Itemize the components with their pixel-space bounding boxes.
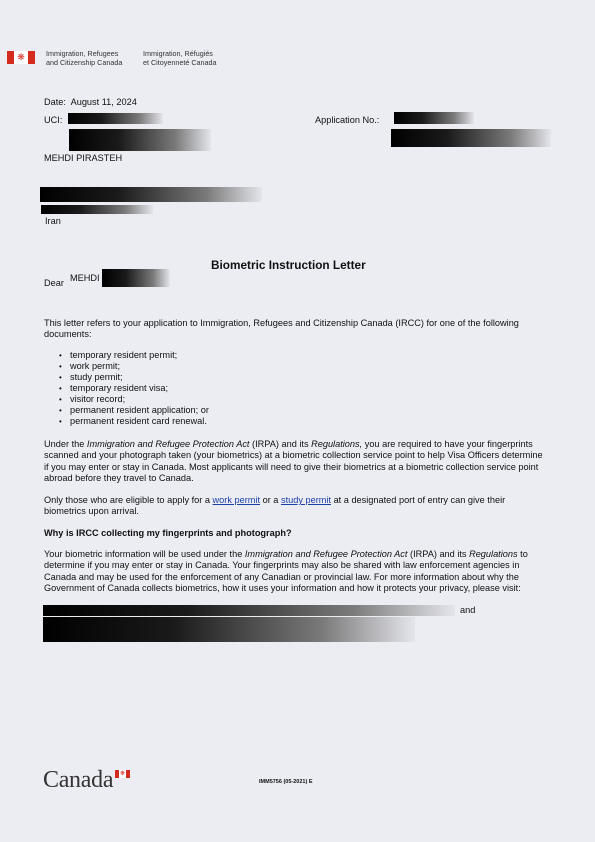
- uci-redaction: [68, 113, 163, 124]
- department-name-en: Immigration, Refugees and Citizenship Canada: [46, 49, 123, 67]
- list-item: • temporary resident permit;: [44, 350, 209, 361]
- application-number-redaction: [394, 112, 474, 124]
- department-name-fr: Immigration, Réfugiés et Citoyenneté Canada: [143, 49, 217, 67]
- recipient-country: Iran: [45, 216, 61, 226]
- port-of-entry-paragraph: Only those who are eligible to apply for a work permit or a study permit at a designated port of entry can give their biometrics upon arrival.: [44, 495, 506, 517]
- irpa-paragraph: Under the Immigration and Refugee Protection Act (IRPA) and its Regulations, you are required to have your fingerprints scanned and your photograph taken (your biometrics) at a biometric collection service point to help Visa Officers determine if you may enter or stay in Canada. Most applicants will need to give their biometrics at a biometric collection service point abroad before they travel to Canada.: [44, 439, 543, 483]
- date-value: August 11, 2024: [70, 97, 137, 107]
- link-redaction-2: [43, 617, 415, 642]
- form-code: IMM5756 (05-2021) E: [259, 779, 313, 785]
- list-item: • permanent resident application; or: [44, 405, 209, 416]
- date-line: Date: August 11, 2024: [44, 97, 137, 107]
- address-redaction-1: [40, 187, 262, 202]
- intro-paragraph: This letter refers to your application to Immigration, Refugees and Citizenship Canada (IRCC) for one of the following documents:: [44, 318, 519, 340]
- work-permit-link[interactable]: work permit: [212, 495, 261, 505]
- list-item: • work permit;: [44, 361, 209, 372]
- link-redaction-1: [43, 605, 455, 616]
- address-redaction-2: [41, 205, 153, 214]
- uci-redaction-2: [69, 129, 211, 151]
- and-text: and: [460, 605, 476, 615]
- list-item: • study permit;: [44, 372, 209, 383]
- canada-flag-icon: ❋: [7, 51, 35, 64]
- salutation: Dear: [44, 278, 64, 288]
- list-item: • visitor record;: [44, 394, 209, 405]
- document-list: [44, 350, 209, 427]
- application-number-label: Application No.:: [315, 115, 380, 125]
- application-number-redaction-2: [391, 129, 551, 147]
- recipient-name: MEHDI PIRASTEH: [44, 153, 123, 163]
- list-item: • temporary resident visa;: [44, 383, 209, 394]
- salutation-redaction: [102, 269, 170, 287]
- wordmark-flag-icon: ❋: [115, 770, 130, 778]
- letter-title: Biometric Instruction Letter: [211, 258, 366, 272]
- list-item: • permanent resident card renewal.: [44, 416, 209, 427]
- uci-label: UCI:: [44, 115, 63, 125]
- section-heading: Why is IRCC collecting my fingerprints and photograph?: [44, 528, 292, 538]
- canada-wordmark: Canada: [43, 767, 114, 793]
- biometric-use-paragraph: Your biometric information will be used under the Immigration and Refugee Protection Act (IRPA) and its Regulations to determine if you may enter or stay in Canada. Your fingerprints may also be shared with law enforcement agencies in Canada and may be used for the enforcement of any Canadian or provincial law. For more information about why the Government of Canada collects biometrics, how it uses your information and how it protects your privacy, please visit:: [44, 549, 528, 593]
- salutation-name: MEHDI: [70, 273, 100, 283]
- study-permit-link[interactable]: study permit: [280, 495, 332, 505]
